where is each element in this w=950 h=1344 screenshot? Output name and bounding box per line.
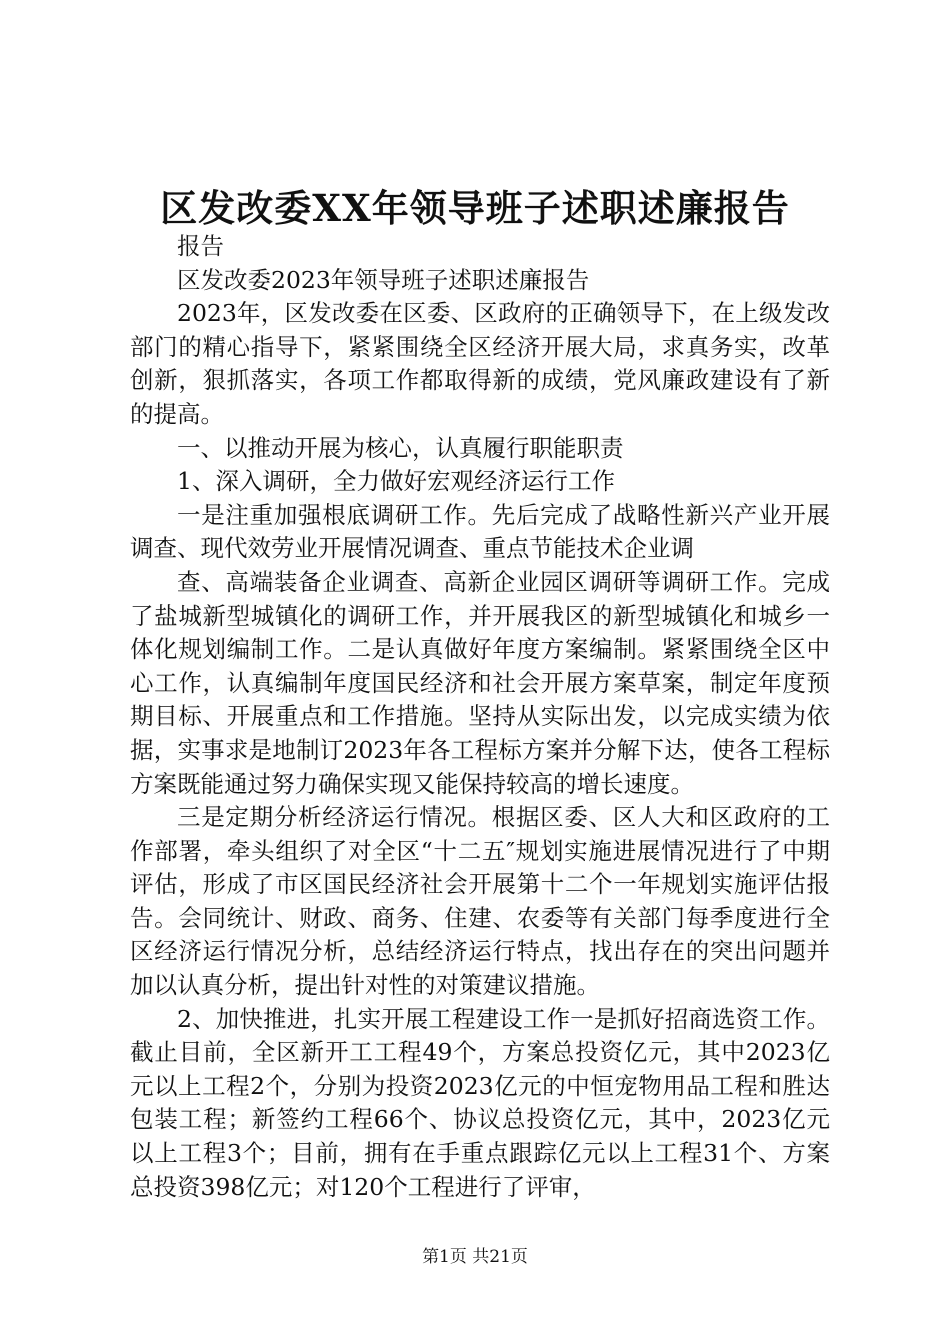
paragraph: 三是定期分析经济运行情况。根据区委、区人大和区政府的工作部署，牵头组织了对全区“十二五″规划实施进展情况进行了中期评估，形成了市区国民经济社会开展第十二个一年规划实施评估报告。会同统计、财政、商务、住建、农委等有关部门每季度进行全区经济运行情况分析，总结经济运行特点，找出存在的突出问题并加以认真分析，提出针对性的对策建议措施。	[130, 803, 830, 1000]
document-body	[130, 230, 830, 1204]
paragraph: 区发改委2023年领导班子述职述廉报告	[177, 265, 590, 294]
paragraph: 2023年，区发改委在区委、区政府的正确领导下，在上级发改部门的精心指导下，紧紧围绕全区经济开展大局，求真务实，改革创新，狠抓落实，各项工作都取得新的成绩，党风廉政建设有了新的提高。	[130, 299, 830, 428]
document-title: 区发改委XX年领导班子述职述廉报告	[160, 186, 790, 230]
paragraph: 2、加快推进，扎实开展工程建设工作一是抓好招商选资工作。截止目前，全区新开工工程49个，方案总投资亿元，其中2023亿元以上工程2个，分别为投资2023亿元的中恒宠物用品工程和胜达包装工程；新签约工程66个、协议总投资亿元，其中，2023亿元以上工程3个；目前，拥有在手重点跟踪亿元以上工程31个、方案总投资398亿元；对120个工程进行了评审，	[130, 1004, 830, 1201]
paragraph: 报告	[177, 232, 224, 260]
subsection-heading: 1、深入调研，全力做好宏观经济运行工作	[177, 467, 615, 496]
page-number: 第1页 共21页	[422, 1247, 528, 1267]
paragraph: 查、高端装备企业调查、高新企业园区调研等调研工作。完成了盐城新型城镇化的调研工作，并开展我区的新型城镇化和城乡一体化规划编制工作。二是认真做好年度方案编制。紧紧围绕全区中心工作，认真编制年度国民经济和社会开展方案草案，制定年度预期目标、开展重点和工作措施。坚持从实际出发，以完成实绩为依据，实事求是地制订2023年各工程标方案并分解下达，使各工程标方案既能通过努力确保实现又能保持较高的增长速度。	[130, 567, 830, 798]
section-heading: 一、以推动开展为核心，认真履行职能职责	[177, 433, 624, 462]
paragraph: 一是注重加强根底调研工作。先后完成了战略性新兴产业开展调查、现代效劳业开展情况调查、重点节能技术企业调	[130, 500, 830, 563]
